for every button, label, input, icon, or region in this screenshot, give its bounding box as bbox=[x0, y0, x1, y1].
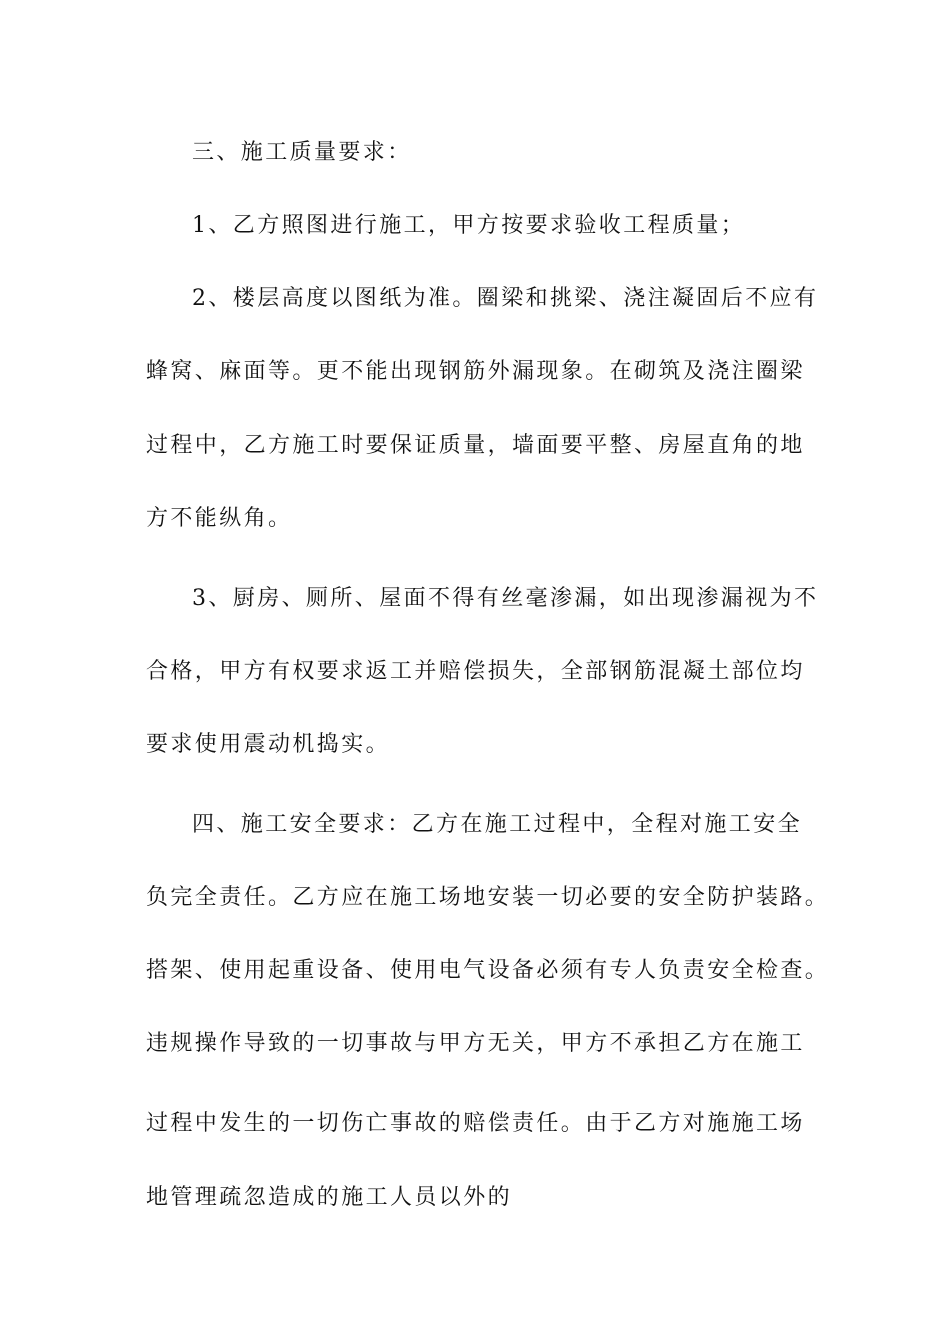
section-heading-safety: 四、施工安全要求：乙方在施工过程中，全程对施工安全 bbox=[192, 812, 803, 837]
paragraph-line: 负完全责任。乙方应在施工场地安装一切必要的安全防护装路。 bbox=[146, 885, 830, 910]
paragraph-line: 搭架、使用起重设备、使用电气设备必须有专人负责安全检查。 bbox=[146, 958, 830, 983]
paragraph-line: 过程中，乙方施工时要保证质量，墙面要平整、房屋直角的地 bbox=[146, 433, 805, 458]
paragraph-line: 地管理疏忽造成的施工人员以外的 bbox=[146, 1185, 513, 1210]
paragraph-line: 合格，甲方有权要求返工并赔偿损失，全部钢筋混凝土部位均 bbox=[146, 659, 805, 684]
paragraph-line: 2、楼层高度以图纸为准。圈梁和挑梁、浇注凝固后不应有 bbox=[192, 286, 819, 311]
paragraph-line: 1、乙方照图进行施工，甲方按要求验收工程质量； bbox=[192, 213, 746, 238]
section-heading-quality: 三、施工质量要求： bbox=[192, 140, 412, 165]
paragraph-line: 过程中发生的一切伤亡事故的赔偿责任。由于乙方对施施工场 bbox=[146, 1111, 805, 1136]
paragraph-line: 蜂窝、麻面等。更不能出现钢筋外漏现象。在砌筑及浇注圈梁 bbox=[146, 359, 805, 384]
paragraph-line: 要求使用震动机捣实。 bbox=[146, 732, 391, 757]
paragraph-line: 3、厨房、厕所、屋面不得有丝毫渗漏，如出现渗漏视为不 bbox=[192, 586, 819, 611]
paragraph-line: 方不能纵角。 bbox=[146, 506, 293, 531]
paragraph-line: 违规操作导致的一切事故与甲方无关，甲方不承担乙方在施工 bbox=[146, 1031, 805, 1056]
